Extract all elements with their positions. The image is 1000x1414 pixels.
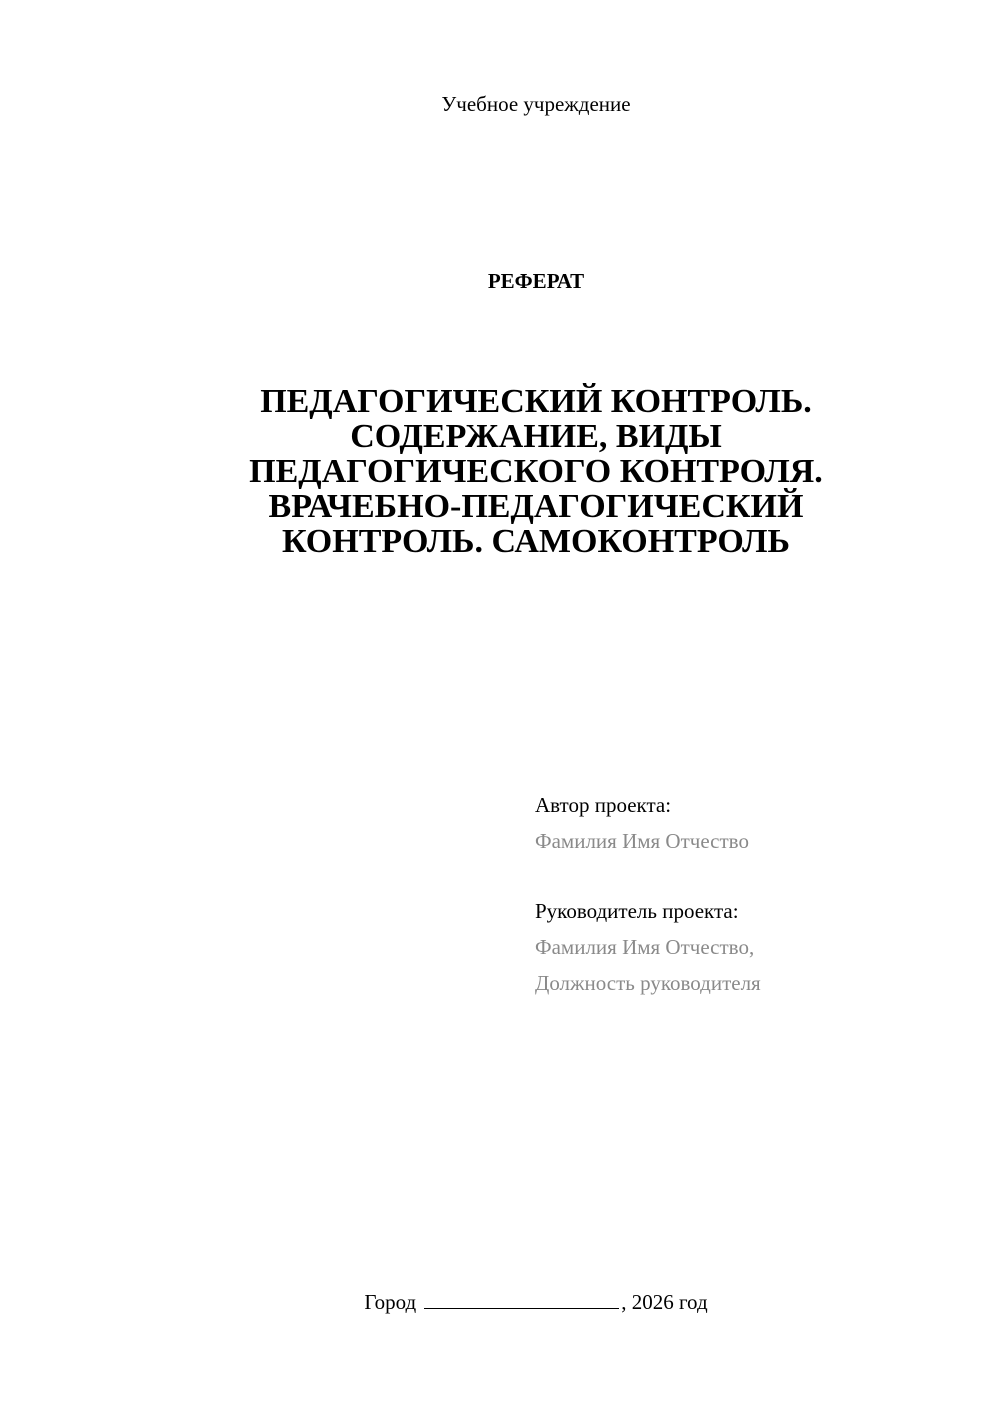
supervisor-block xyxy=(535,893,761,1001)
footer-city-year xyxy=(0,1290,1000,1315)
city-blank-line xyxy=(424,1290,619,1309)
title-line: СОДЕРЖАНИЕ, ВИДЫ xyxy=(350,418,722,455)
title-line: ВРАЧЕБНО-ПЕДАГОГИЧЕСКИЙ xyxy=(268,488,804,525)
document-title xyxy=(200,384,872,559)
author-block xyxy=(535,787,749,859)
institution-name: Учебное учреждение xyxy=(441,92,631,116)
author-name: Фамилия Имя Отчество xyxy=(535,829,749,853)
title-line: ПЕДАГОГИЧЕСКИЙ КОНТРОЛЬ. xyxy=(260,383,812,420)
supervisor-position: Должность руководителя xyxy=(535,971,761,995)
supervisor-name: Фамилия Имя Отчество, xyxy=(535,935,755,959)
year-text: , 2026 год xyxy=(621,1290,708,1314)
document-type: РЕФЕРАТ xyxy=(487,269,585,293)
title-line: ПЕДАГОГИЧЕСКОГО КОНТРОЛЯ. xyxy=(249,453,823,490)
supervisor-label: Руководитель проекта: xyxy=(535,899,739,923)
city-label: Город xyxy=(364,1290,417,1314)
title-line: КОНТРОЛЬ. САМОКОНТРОЛЬ xyxy=(282,523,790,560)
author-label: Автор проекта: xyxy=(535,793,672,817)
